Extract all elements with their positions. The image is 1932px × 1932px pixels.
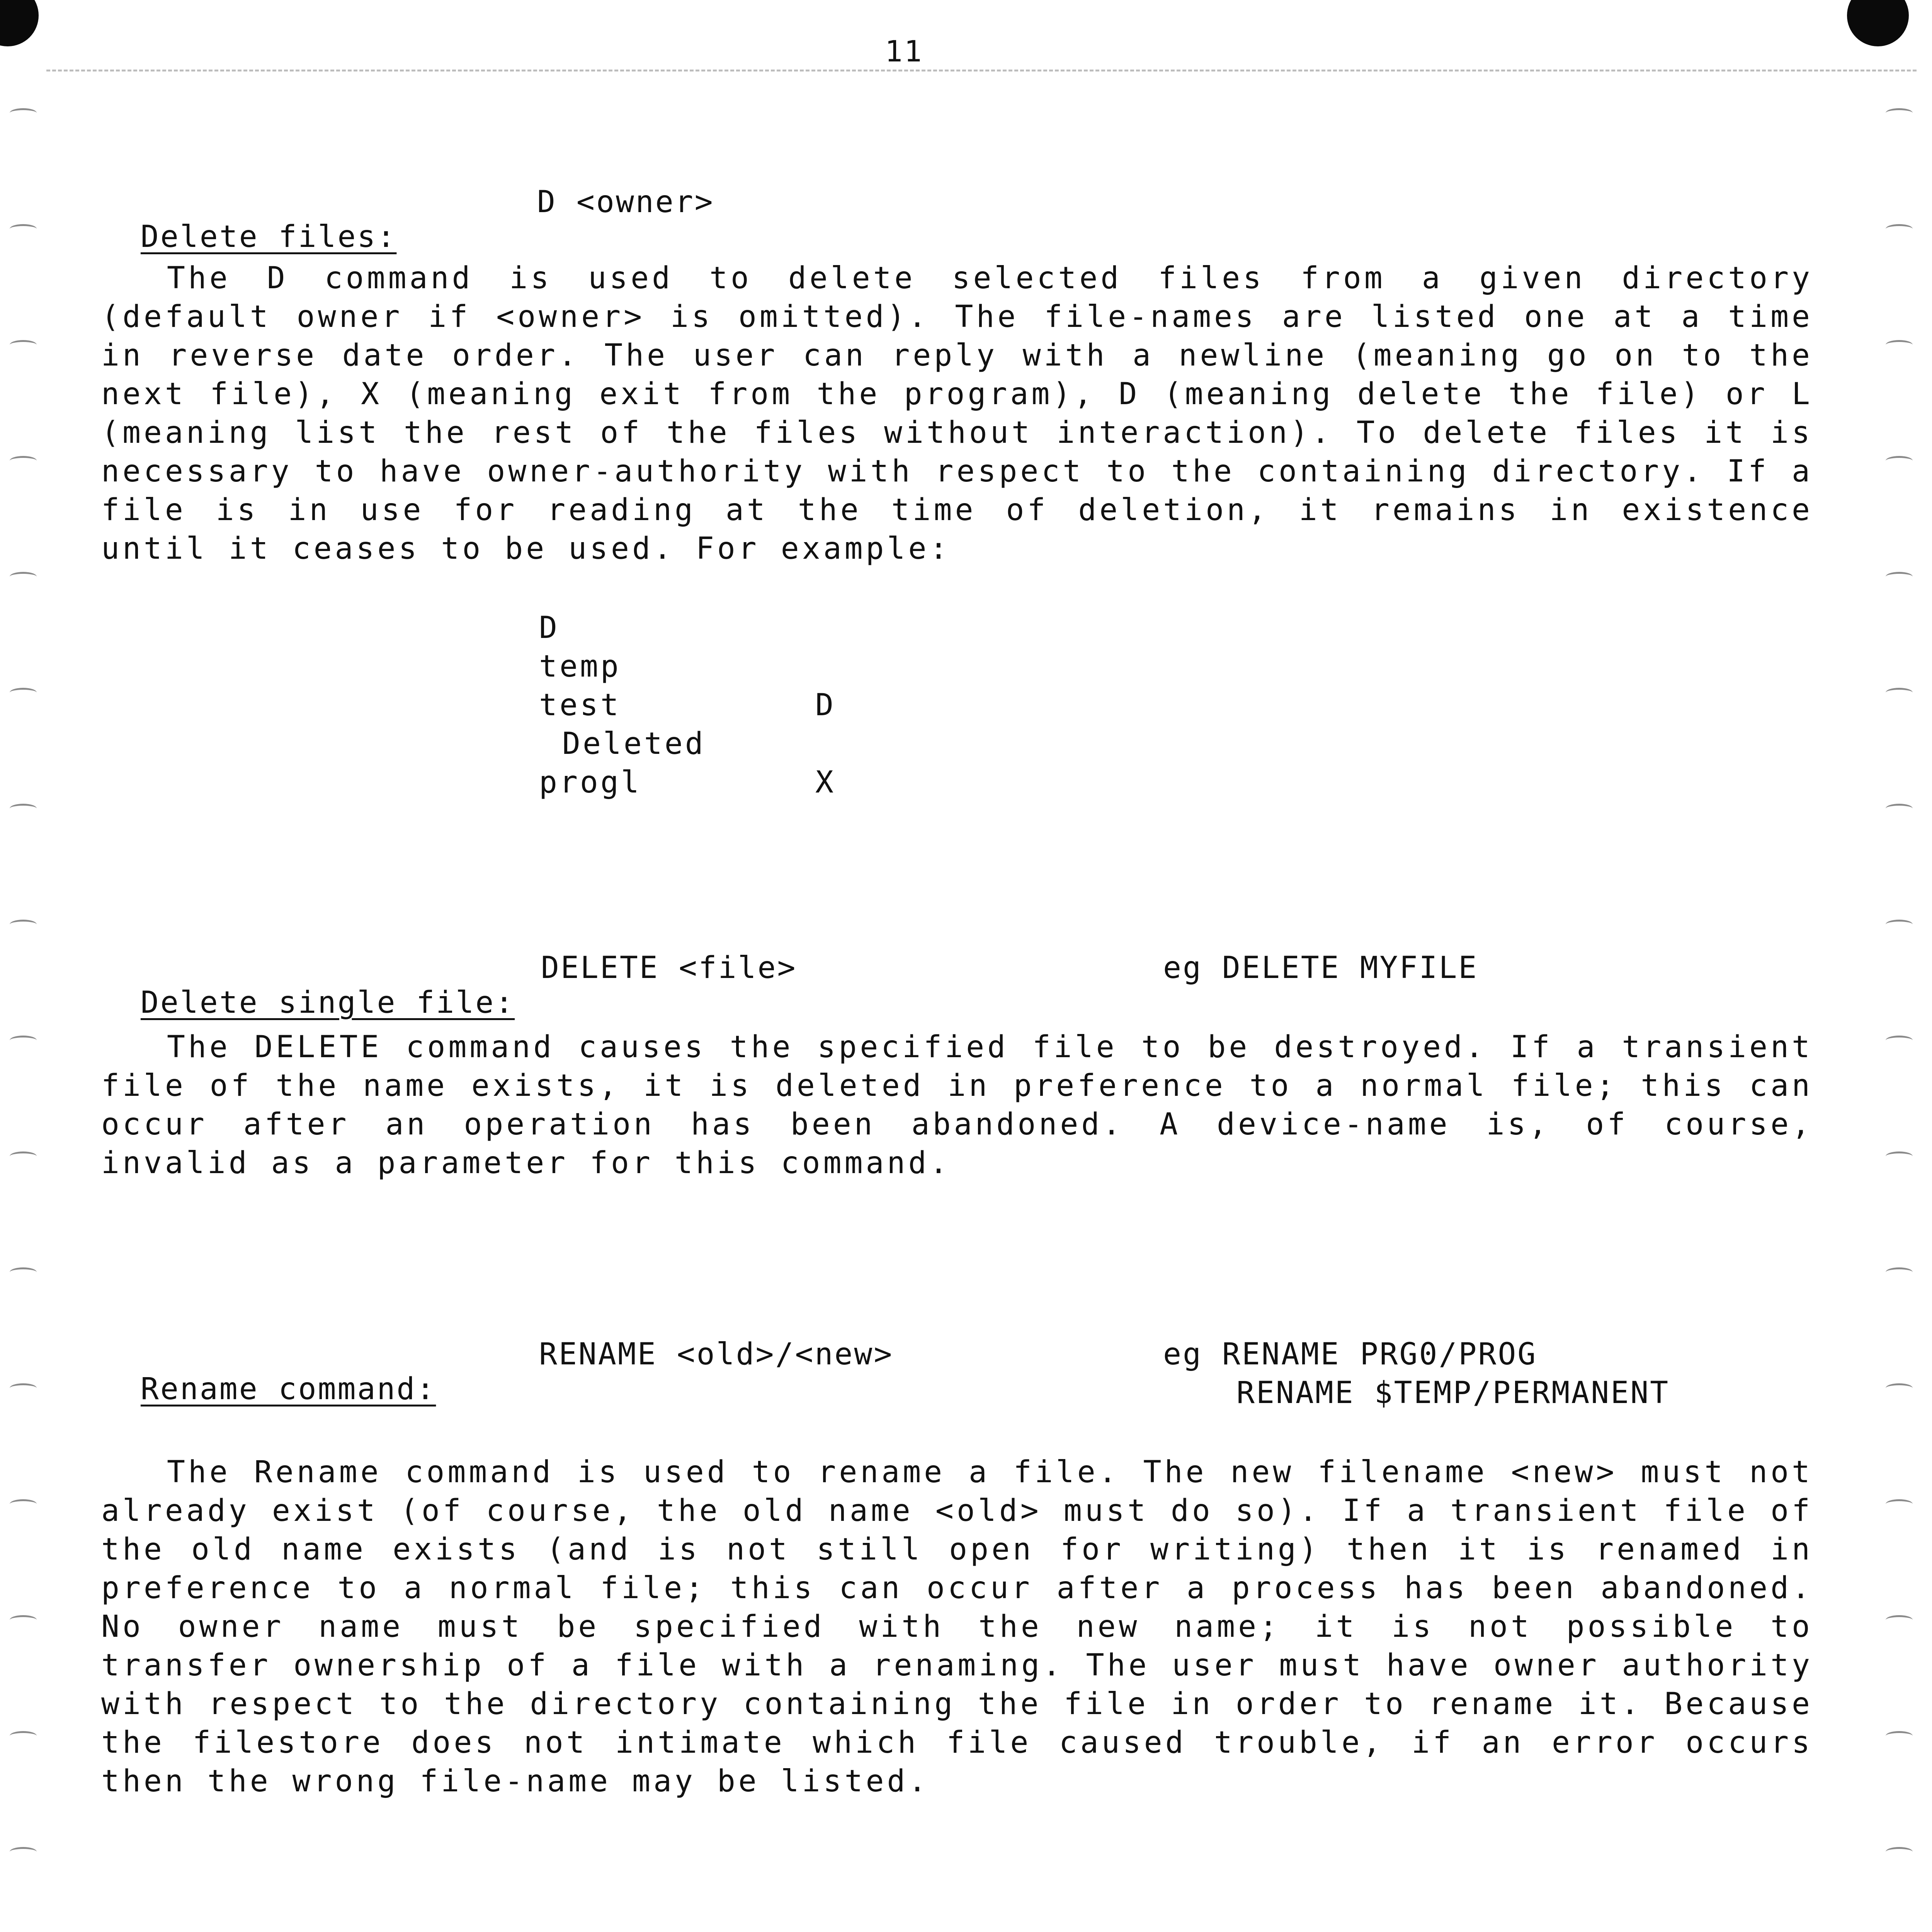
example-file: Deleted: [562, 726, 706, 761]
example-file: progl: [539, 765, 641, 800]
example-syntax: eg RENAME PRG0/PROG: [1163, 1337, 1537, 1372]
punch-hole-top-left: [0, 0, 39, 46]
punch-hole-top-right: [1847, 0, 1909, 46]
example-reply: X: [815, 765, 836, 800]
section-heading: Delete files:: [140, 219, 397, 254]
example-syntax: RENAME $TEMP/PERMANENT: [1236, 1376, 1670, 1410]
section-delete-single-file: [101, 951, 515, 1020]
example-syntax: eg DELETE MYFILE: [1163, 951, 1478, 985]
page-fold-line: [46, 70, 1917, 71]
section-paragraph: The DELETE command causes the specified file to be destroyed. If a transient file of the name exists, it is deleted in preference to a normal file; this can occur after an operation has been abandoned. A device-name is, of course, invalid as a parameter for this command.: [101, 1030, 1813, 1180]
section-heading: Delete single file:: [140, 985, 515, 1020]
command-syntax: RENAME <old>/<new>: [539, 1337, 894, 1372]
example-file: temp: [539, 649, 621, 684]
example-file: D: [539, 611, 560, 645]
section-delete-files: [101, 185, 396, 254]
section-paragraph: The Rename command is used to rename a file. The new filename <new> must not already exist (of course, the old name <old> must do so). If a transient file of the old name exists (and is not still open for writing) then it is renamed in preference to a normal file; this can occur after a process has been abandoned. No owner name must be specified with the new name; it is not possible to transfer ownership of a file with a renaming. The user must have owner authority with respect to the directory containing the file in order to rename it. Because the filestore does not intimate which file caused trouble, if an error occurs then the wrong file-name may be listed.: [101, 1455, 1813, 1799]
example-file: test: [539, 688, 621, 723]
command-syntax: DELETE <file>: [541, 951, 797, 985]
section-rename-command: [101, 1337, 436, 1406]
page-number-top: 11: [885, 34, 923, 68]
section-paragraph: The D command is used to delete selected files from a given directory (default owner if <owner> is omitted). The file-names are listed one at a time in reverse date order. The user can reply with a newline (meaning go on to the next file), X (meaning exit from the program), D (meaning delete the file) or L (meaning list the rest of the files without interaction). To delete files it is necessary to have owner-authority with respect to the containing directory. If a file is in use for reading at the time of deletion, it remains in existence until it ceases to be used. For example:: [101, 261, 1813, 566]
command-syntax: D <owner>: [537, 185, 714, 219]
example-reply: D: [815, 688, 836, 723]
section-heading: Rename command:: [140, 1372, 436, 1406]
